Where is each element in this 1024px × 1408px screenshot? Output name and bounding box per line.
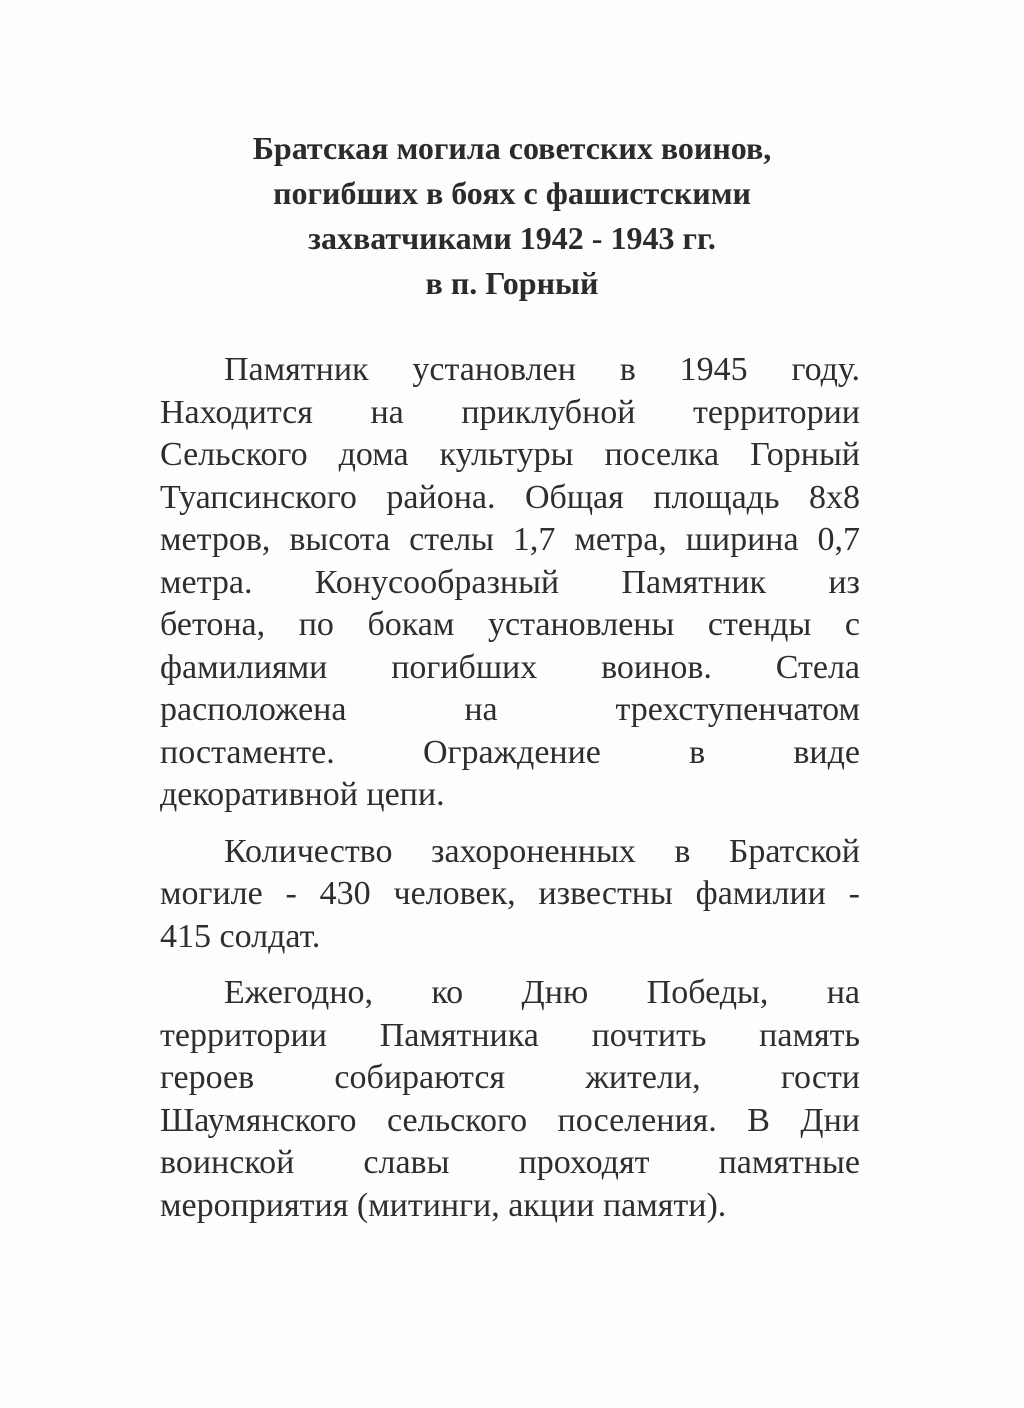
paragraph-annual-events <box>160 972 860 1227</box>
text-line: метра. Конусообразный Памятник из <box>160 563 860 601</box>
paragraph-monument-description <box>160 349 860 817</box>
text-line: расположена на трехступенчатом <box>160 691 860 728</box>
title-line: захватчиками 1942 - 1943 гг. <box>308 220 716 256</box>
text-line: 415 солдат. <box>160 917 321 955</box>
paragraph-burial-count <box>160 831 860 959</box>
title-line: в п. Горный <box>425 265 599 301</box>
text-line: фамилиями погибших воинов. Стела <box>160 648 860 686</box>
text-line: Находится на приклубной территории <box>160 393 860 431</box>
text-line: Туапсинского района. Общая площадь 8х8 <box>160 478 860 516</box>
text-line: Шаумянского сельского поселения. В Дни <box>160 1101 860 1139</box>
document-title <box>150 126 874 306</box>
document-body <box>160 349 860 1227</box>
title-line: Братская могила советских воинов, <box>252 130 772 166</box>
text-line: метров, высота стелы 1,7 метра, ширина 0,7 <box>160 521 860 558</box>
title-line: погибших в боях с фашистскими <box>273 175 751 211</box>
text-line: Ежегодно, ко Дню Победы, на <box>224 974 860 1011</box>
text-line: мероприятия (митинги, акции памяти). <box>160 1186 727 1224</box>
text-line: Количество захороненных в Братской <box>224 832 860 870</box>
text-line: героев собираются жители, гости <box>160 1059 860 1096</box>
text-line: постаменте. Ограждение в виде <box>160 733 860 771</box>
text-line: Памятник установлен в 1945 году. <box>224 351 860 388</box>
text-line: территории Памятника почтить память <box>160 1016 860 1054</box>
text-line: могиле - 430 человек, известны фамилии - <box>160 875 860 912</box>
text-line: Сельского дома культуры поселка Горный <box>160 436 860 473</box>
text-line: бетона, по бокам установлены стенды с <box>160 606 860 643</box>
text-line: воинской славы проходят памятные <box>160 1144 860 1181</box>
text-line: декоративной цепи. <box>160 776 445 813</box>
